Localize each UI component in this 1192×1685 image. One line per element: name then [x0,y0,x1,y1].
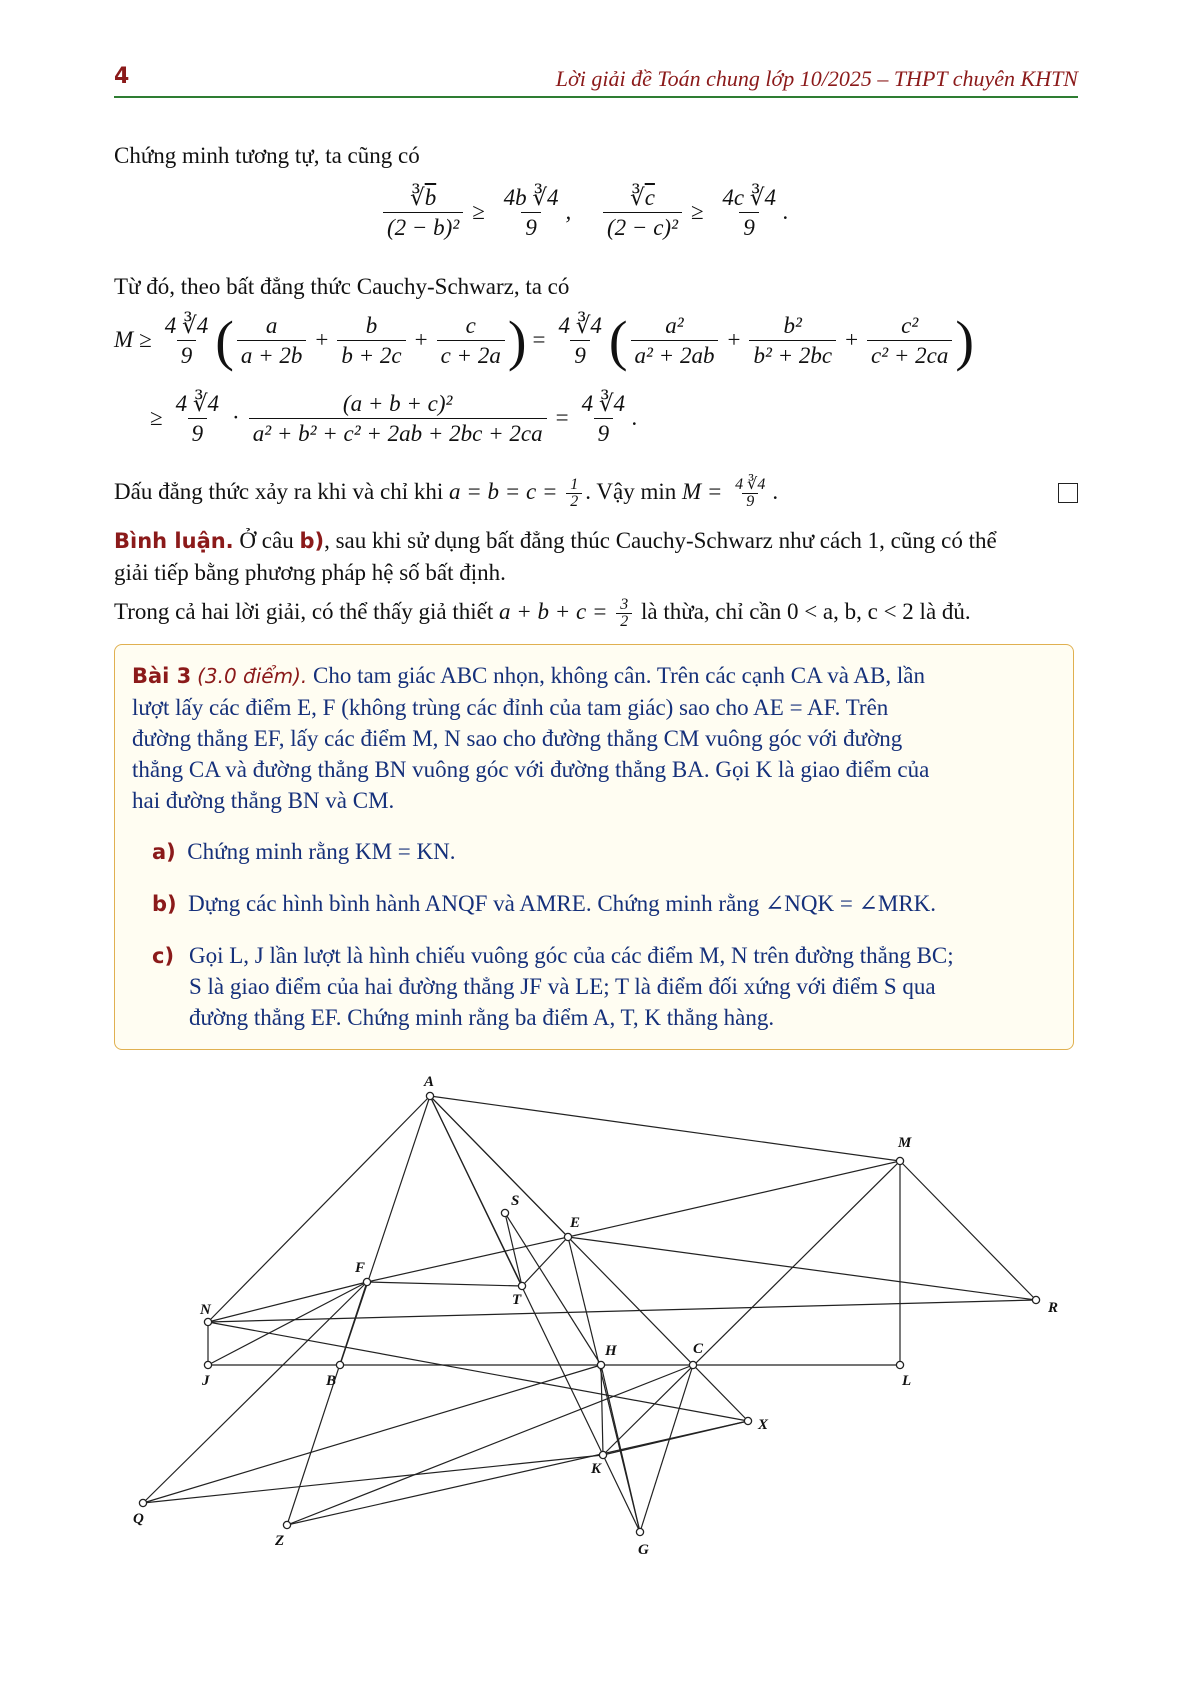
segment-KG [603,1455,640,1532]
equation-similar-bounds: $\frac{∛\overline{b}}{\text{(2 − b)²}}$ ≥ $\frac{4b ∛4}{9}$ , $\frac{∛\overline{c}}{\text{(2 − c)²}}$ ≥ $\frac{4c ∛4}{9}$ . [380,184,789,243]
running-title: Lời giải đề Toán chung lớp 10/2025 – THPT chuyên KHTN [555,66,1078,91]
point-Z [283,1521,290,1528]
point-label-T: T [512,1292,522,1308]
problem-part-c: c) [152,944,175,968]
point-label-F: F [355,1260,366,1276]
remark-paragraph: Trong cả hai lời giải, có thể thấy giả thiết a + b + c = $\frac{3}{2}$ là thừa, chỉ cần 0 < a, b, c < 2 là đủ. [114,596,971,631]
point-J [204,1361,211,1368]
point-label-M: M [898,1135,912,1151]
point-R [1032,1296,1039,1303]
segment-ST [505,1213,522,1286]
segment-MR [900,1161,1036,1300]
segment-AX [430,1096,748,1421]
comment-paragraph: Bình luận. Ở câu b), sau khi sử dụng bất đẳng thúc Cauchy-Schwarz như cách 1, cũng có thể giải tiếp bằng phương pháp hệ số bất định. [114,528,997,585]
point-G [636,1528,643,1535]
page-number: 4 [114,64,130,89]
problem-part-b: b) Dựng các hình bình hành ANQF và AMRE. Chứng minh rằng ∠NQK = ∠MRK. [152,891,937,916]
point-C [689,1361,696,1368]
segment-HG [601,1365,640,1532]
point-label-Q: Q [133,1511,144,1527]
segment-QK [143,1455,603,1503]
point-label-R: R [1048,1300,1059,1316]
point-L [896,1361,903,1368]
point-label-E: E [570,1215,581,1231]
point-K [599,1451,606,1458]
segment-GC [640,1365,693,1532]
point-X [744,1417,751,1424]
point-label-G: G [638,1542,649,1558]
point-label-S: S [511,1193,520,1209]
equation-main-line2: ≥ $\frac{4 ∛4}{9}$ · $\frac{\text{(a + b + c)²}}{\text{a² + b² + c² + 2ab + 2bc + 2ca}}$ = $\frac{4 ∛4}{9}$ . [144,390,638,449]
problem-label: Bài 3 [132,664,192,688]
paragraph-cauchy-schwarz: Từ đó, theo bất đẳng thức Cauchy-Schwarz, ta có [114,274,570,299]
point-label-X: X [758,1417,769,1433]
segment-EF [367,1237,568,1282]
segment-AN [208,1096,430,1322]
point-H [597,1361,604,1368]
point-label-C: C [693,1341,704,1357]
point-N [204,1318,211,1325]
problem-part-a: a) Chứng minh rằng KM = KN. [152,839,456,864]
problem-points: (3.0 điểm). [197,664,308,688]
point-label-K: K [591,1461,602,1477]
segment-ET [522,1237,568,1286]
segment-ER [568,1237,1036,1300]
segment-FN [208,1282,367,1322]
point-B [336,1361,343,1368]
point-M [896,1157,903,1164]
paragraph-equality: Dấu đẳng thức xảy ra khi và chỉ khi a = b = c = $\frac{1}{2}$ . Vậy min M = $\frac{4 ∛4}{9}$ . [114,476,779,511]
equation-main-line1: M ≥ $\frac{4 ∛4}{9}$ ( $\frac{a}{a + 2b}$ + $\frac{b}{b + 2c}$ + $\frac{c}{c + 2a}$ ) = $\frac{4 ∛4}{9}$ ( $\frac{\text{a²}}{\text{a² + 2ab}}$ + $\frac{\text{b²}}{\text{b² + 2bc}}$ + $\frac{\text{c²}}{\text{c² + 2ca}}$ ) [114,310,975,373]
point-label-A: A [424,1074,435,1090]
point-label-Z: Z [275,1533,285,1549]
point-label-N: N [200,1302,211,1318]
segment-AM [430,1096,900,1161]
point-F [363,1278,370,1285]
point-label-L: L [902,1373,912,1389]
segment-NX [208,1322,748,1421]
problem-statement: Bài 3 (3.0 điểm). Cho tam giác ABC nhọn, không cân. Trên các cạnh CA và AB, lần lượt lấy các điểm E, F (không trùng các đỉnh của tam giác) sao cho AE = AF. Trên đường thẳng EF, lấy các điểm M, N sao cho đường thẳng CM vuông góc với đường thẳng CA và đường thẳng BN vuông góc với đường thẳng BA. Gọi K là giao điểm của hai đường thẳng BN và CM. [132,663,930,813]
point-label-J: J [202,1373,210,1389]
segment-KX [603,1421,748,1455]
segment-EM [568,1161,900,1237]
point-Q [139,1499,146,1506]
point-S [501,1209,508,1216]
point-A [426,1092,433,1099]
paragraph-similarly: Chứng minh tương tự, ta cũng có [114,143,420,168]
problem-part-c-text: Gọi L, J lần lượt là hình chiếu vuông góc của các điểm M, N trên đường thẳng BC; S là giao điểm của hai đường thẳng JF và LE; T là điểm đối xứng với điểm S qua đường thẳng EF. Chứng minh rằng ba điểm A, T, K thẳng hàng. [189,943,954,1030]
point-T [518,1282,525,1289]
segment-NR [208,1300,1036,1322]
point-label-B: B [326,1373,337,1389]
segment-FT [367,1282,522,1286]
segment-QH [143,1365,601,1503]
point-label-H: H [605,1343,617,1359]
point-E [564,1233,571,1240]
